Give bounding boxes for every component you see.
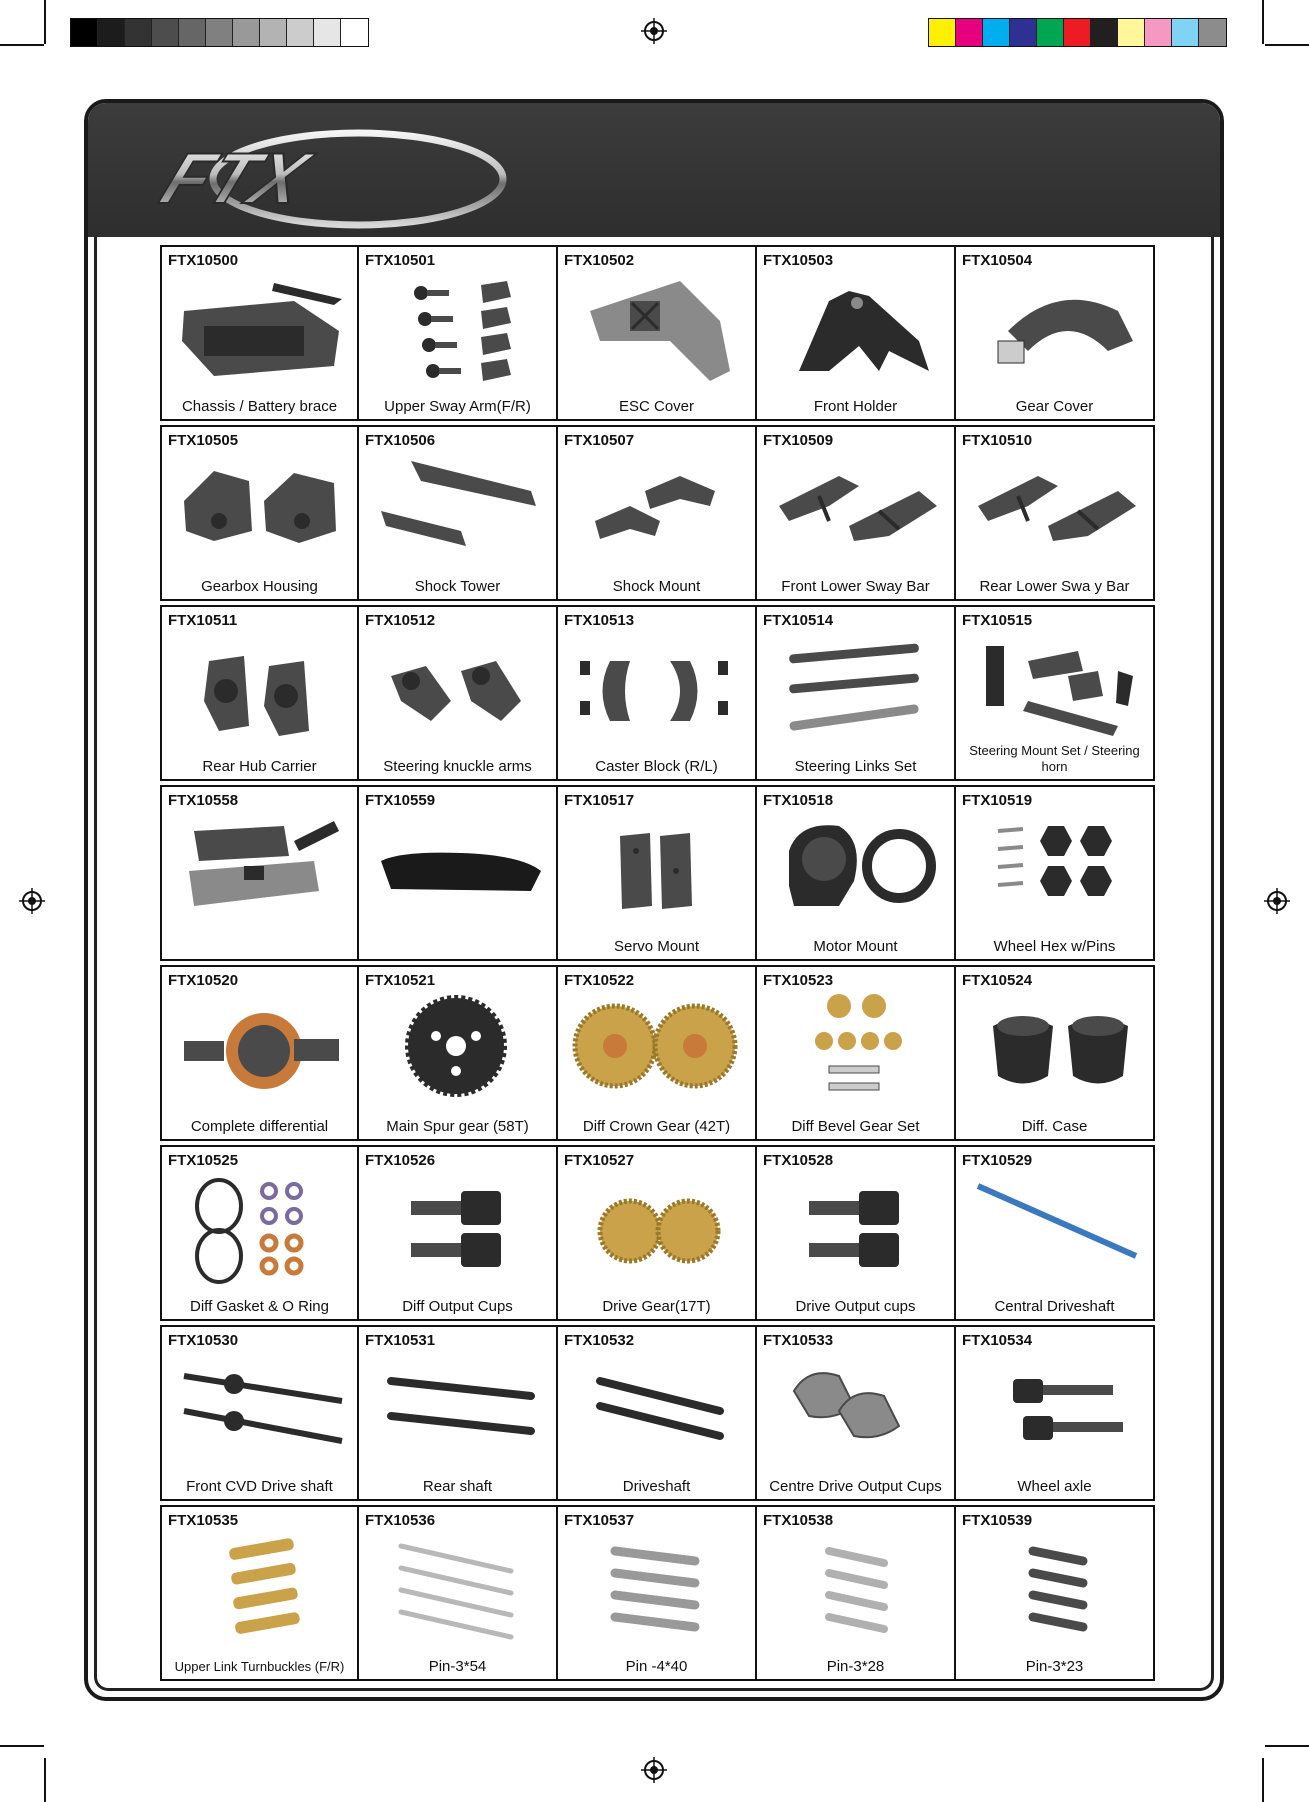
part-cell <box>757 1505 956 1681</box>
pins-thick-icon <box>570 1531 742 1651</box>
drive-gear-icon <box>570 1171 742 1291</box>
part-cell <box>359 1325 558 1501</box>
color-swatch <box>983 19 1010 46</box>
central-shaft-icon <box>968 1171 1140 1291</box>
parts-row <box>160 1325 1156 1501</box>
part-cell <box>160 245 359 421</box>
gray-swatch <box>98 19 125 46</box>
part-name: Rear Lower Swa y Bar <box>979 578 1130 595</box>
part-cell <box>558 425 757 601</box>
part-cell <box>160 1145 359 1321</box>
crop-mark <box>0 1745 44 1747</box>
crop-mark <box>1262 0 1264 44</box>
part-code: FTX10532 <box>564 1332 635 1349</box>
part-code: FTX10518 <box>763 792 834 809</box>
part-name: Wheel axle <box>1017 1478 1092 1495</box>
servo-icon <box>570 811 742 931</box>
part-code: FTX10500 <box>168 252 239 269</box>
part-cell <box>558 605 757 781</box>
part-name: Upper Link Turnbuckles (F/R) <box>174 1659 345 1674</box>
header-band <box>88 103 1220 237</box>
color-swatch <box>1145 19 1172 46</box>
part-code: FTX10537 <box>564 1512 635 1529</box>
registration-mark-icon <box>1264 888 1290 914</box>
foam-icon <box>371 811 543 931</box>
parts-grid <box>160 245 1156 1685</box>
part-name: Steering knuckle arms <box>383 758 532 775</box>
part-code: FTX10513 <box>564 612 635 629</box>
crop-mark <box>0 44 44 46</box>
part-name: Chassis / Battery brace <box>181 398 338 415</box>
part-name: Steering Mount Set / Steering horn <box>969 743 1140 774</box>
part-code: FTX10512 <box>365 612 436 629</box>
part-code: FTX10503 <box>763 252 834 269</box>
part-code: FTX10506 <box>365 432 436 449</box>
part-code: FTX10509 <box>763 432 834 449</box>
diff-icon <box>174 991 346 1111</box>
part-code: FTX10523 <box>763 972 834 989</box>
parts-row <box>160 245 1156 421</box>
part-code: FTX10507 <box>564 432 635 449</box>
part-name: Front CVD Drive shaft <box>186 1478 333 1495</box>
part-code: FTX10519 <box>962 792 1033 809</box>
part-cell <box>558 1145 757 1321</box>
part-name: Pin-3*28 <box>826 1658 885 1675</box>
part-cell <box>757 425 956 601</box>
part-cell <box>160 425 359 601</box>
crop-mark <box>44 1758 46 1802</box>
part-name: Gear Cover <box>1015 398 1094 415</box>
part-name: Main Spur gear (58T) <box>386 1118 529 1135</box>
part-code: FTX10535 <box>168 1512 239 1529</box>
part-code: FTX10530 <box>168 1332 239 1349</box>
parts-row <box>160 605 1156 781</box>
part-cell <box>956 245 1155 421</box>
part-name: Motor Mount <box>813 938 898 955</box>
part-cell <box>757 1325 956 1501</box>
part-name: Diff Bevel Gear Set <box>791 1118 920 1135</box>
ball-links-icon <box>371 271 543 391</box>
part-cell <box>359 965 558 1141</box>
part-code: FTX10521 <box>365 972 436 989</box>
crop-mark <box>44 0 46 44</box>
cups-icon <box>769 1171 941 1291</box>
part-name: Drive Output cups <box>795 1298 916 1315</box>
tower-icon <box>371 451 543 571</box>
part-name: Gearbox Housing <box>201 578 318 595</box>
crop-mark <box>1262 1758 1264 1802</box>
part-code: FTX10531 <box>365 1332 436 1349</box>
cvd-icon <box>174 1351 346 1471</box>
part-cell <box>160 965 359 1141</box>
color-swatch <box>1037 19 1064 46</box>
housing-icon <box>174 451 346 571</box>
part-name: Shock Mount <box>612 578 701 595</box>
part-name: Drive Gear(17T) <box>602 1298 711 1315</box>
registration-mark-icon <box>641 1757 667 1783</box>
part-code: FTX10522 <box>564 972 635 989</box>
part-name: Centre Drive Output Cups <box>769 1478 942 1495</box>
part-cell <box>956 785 1155 961</box>
part-code: FTX10515 <box>962 612 1033 629</box>
axle-icon <box>968 1351 1140 1471</box>
part-name: Shock Tower <box>414 578 501 595</box>
ftx-logo <box>108 121 528 233</box>
part-name: Diff Gasket & O Ring <box>190 1298 329 1315</box>
gray-swatch <box>206 19 233 46</box>
part-code: FTX10501 <box>365 252 436 269</box>
svg-text:FTX: FTX <box>150 137 320 219</box>
part-name: Pin-3*54 <box>428 1658 487 1675</box>
part-cell <box>956 1145 1155 1321</box>
part-name: Driveshaft <box>622 1478 691 1495</box>
centre-cups-icon <box>769 1351 941 1471</box>
part-name: Central Driveshaft <box>994 1298 1115 1315</box>
part-code: FTX10527 <box>564 1152 635 1169</box>
cups-icon <box>371 1171 543 1291</box>
part-cell <box>359 605 558 781</box>
part-code: FTX10539 <box>962 1512 1033 1529</box>
turnbuckle-icon <box>174 1531 346 1651</box>
crop-mark <box>1265 1745 1309 1747</box>
gray-swatch <box>125 19 152 46</box>
plate-icon <box>570 271 742 391</box>
part-cell <box>160 605 359 781</box>
part-code: FTX10534 <box>962 1332 1033 1349</box>
part-name: Pin-3*23 <box>1025 1658 1084 1675</box>
part-code: FTX10504 <box>962 252 1033 269</box>
parts-row <box>160 965 1156 1141</box>
bevel-icon <box>769 991 941 1111</box>
part-name: Diff Output Cups <box>402 1298 513 1315</box>
gray-swatch <box>233 19 260 46</box>
part-name: Rear Hub Carrier <box>202 758 317 775</box>
dogbone-icon <box>371 1351 543 1471</box>
hex-icon <box>968 811 1140 931</box>
part-cell <box>757 785 956 961</box>
part-cell <box>956 965 1155 1141</box>
chassis-icon <box>174 271 346 391</box>
color-swatch <box>1010 19 1037 46</box>
part-code: FTX10525 <box>168 1152 239 1169</box>
gray-swatch <box>341 19 368 46</box>
part-cell <box>359 785 558 961</box>
part-cell <box>160 1325 359 1501</box>
gasket-icon <box>174 1171 346 1291</box>
part-cell <box>757 1145 956 1321</box>
spur-icon <box>371 991 543 1111</box>
part-code: FTX10559 <box>365 792 436 809</box>
part-name: Pin -4*40 <box>625 1658 688 1675</box>
part-cell <box>956 1325 1155 1501</box>
pins-short-icon <box>769 1531 941 1651</box>
gray-swatch <box>179 19 206 46</box>
part-code: FTX10511 <box>168 612 238 629</box>
pins-long-icon <box>371 1531 543 1651</box>
mount-icon <box>570 451 742 571</box>
crown-icon <box>570 991 742 1111</box>
part-code: FTX10517 <box>564 792 635 809</box>
part-cell <box>160 785 359 961</box>
part-name: Wheel Hex w/Pins <box>993 938 1116 955</box>
knuckle-icon <box>371 631 543 751</box>
part-name: Front Holder <box>813 398 898 415</box>
steer-mount-icon <box>968 631 1140 751</box>
part-code: FTX10538 <box>763 1512 834 1529</box>
part-cell <box>359 245 558 421</box>
bumper-set-icon <box>174 811 346 931</box>
registration-mark-icon <box>19 888 45 914</box>
part-code: FTX10505 <box>168 432 239 449</box>
part-cell <box>956 605 1155 781</box>
part-code: FTX10528 <box>763 1152 834 1169</box>
part-name: Servo Mount <box>613 938 700 955</box>
shafts-icon <box>570 1351 742 1471</box>
part-name: Diff. Case <box>1021 1118 1088 1135</box>
gray-swatch <box>287 19 314 46</box>
pins-dark-icon <box>968 1531 1140 1651</box>
parts-row <box>160 425 1156 601</box>
case-icon <box>968 991 1140 1111</box>
gray-swatch <box>314 19 341 46</box>
parts-row <box>160 1505 1156 1681</box>
part-cell <box>558 785 757 961</box>
part-cell <box>757 965 956 1141</box>
part-code: FTX10536 <box>365 1512 436 1529</box>
hub-icon <box>174 631 346 751</box>
part-code: FTX10502 <box>564 252 635 269</box>
holder-icon <box>769 271 941 391</box>
part-name: Steering Links Set <box>794 758 917 775</box>
color-swatch <box>1118 19 1145 46</box>
part-code: FTX10529 <box>962 1152 1033 1169</box>
part-name: Diff Crown Gear (42T) <box>582 1118 731 1135</box>
part-cell <box>558 1325 757 1501</box>
color-swatch <box>1172 19 1199 46</box>
cover-icon <box>968 271 1140 391</box>
part-code: FTX10533 <box>763 1332 834 1349</box>
arms-icon <box>968 451 1140 571</box>
part-cell <box>757 605 956 781</box>
grayscale-swatch-bar <box>70 18 369 47</box>
part-cell <box>558 965 757 1141</box>
part-code: FTX10520 <box>168 972 239 989</box>
parts-row <box>160 785 1156 961</box>
part-code: FTX10524 <box>962 972 1033 989</box>
gray-swatch <box>71 19 98 46</box>
crop-mark <box>1265 44 1309 46</box>
part-name: Upper Sway Arm(F/R) <box>384 398 531 415</box>
color-swatch <box>956 19 983 46</box>
part-cell <box>160 1505 359 1681</box>
part-cell <box>359 1145 558 1321</box>
registration-mark-icon <box>641 18 667 44</box>
color-swatch <box>1199 19 1226 46</box>
part-cell <box>757 245 956 421</box>
gray-swatch <box>260 19 287 46</box>
color-swatch <box>1091 19 1118 46</box>
part-code: FTX10558 <box>168 792 239 809</box>
part-cell <box>359 1505 558 1681</box>
part-cell <box>558 245 757 421</box>
part-cell <box>558 1505 757 1681</box>
parts-row <box>160 1145 1156 1321</box>
part-cell <box>956 425 1155 601</box>
links-icon <box>769 631 941 751</box>
part-name: Rear shaft <box>422 1478 493 1495</box>
part-name: Front Lower Sway Bar <box>781 578 930 595</box>
color-swatch-bar <box>928 18 1227 47</box>
color-swatch <box>1064 19 1091 46</box>
part-cell <box>956 1505 1155 1681</box>
caster-icon <box>570 631 742 751</box>
part-name: Caster Block (R/L) <box>595 758 718 775</box>
gray-swatch <box>152 19 179 46</box>
part-code: FTX10510 <box>962 432 1033 449</box>
part-code: FTX10526 <box>365 1152 436 1169</box>
arms-icon <box>769 451 941 571</box>
part-cell <box>359 425 558 601</box>
color-swatch <box>929 19 956 46</box>
part-name: Complete differential <box>190 1118 329 1135</box>
part-code: FTX10514 <box>763 612 834 629</box>
part-name: ESC Cover <box>618 398 695 415</box>
motor-mount-icon <box>769 811 941 931</box>
